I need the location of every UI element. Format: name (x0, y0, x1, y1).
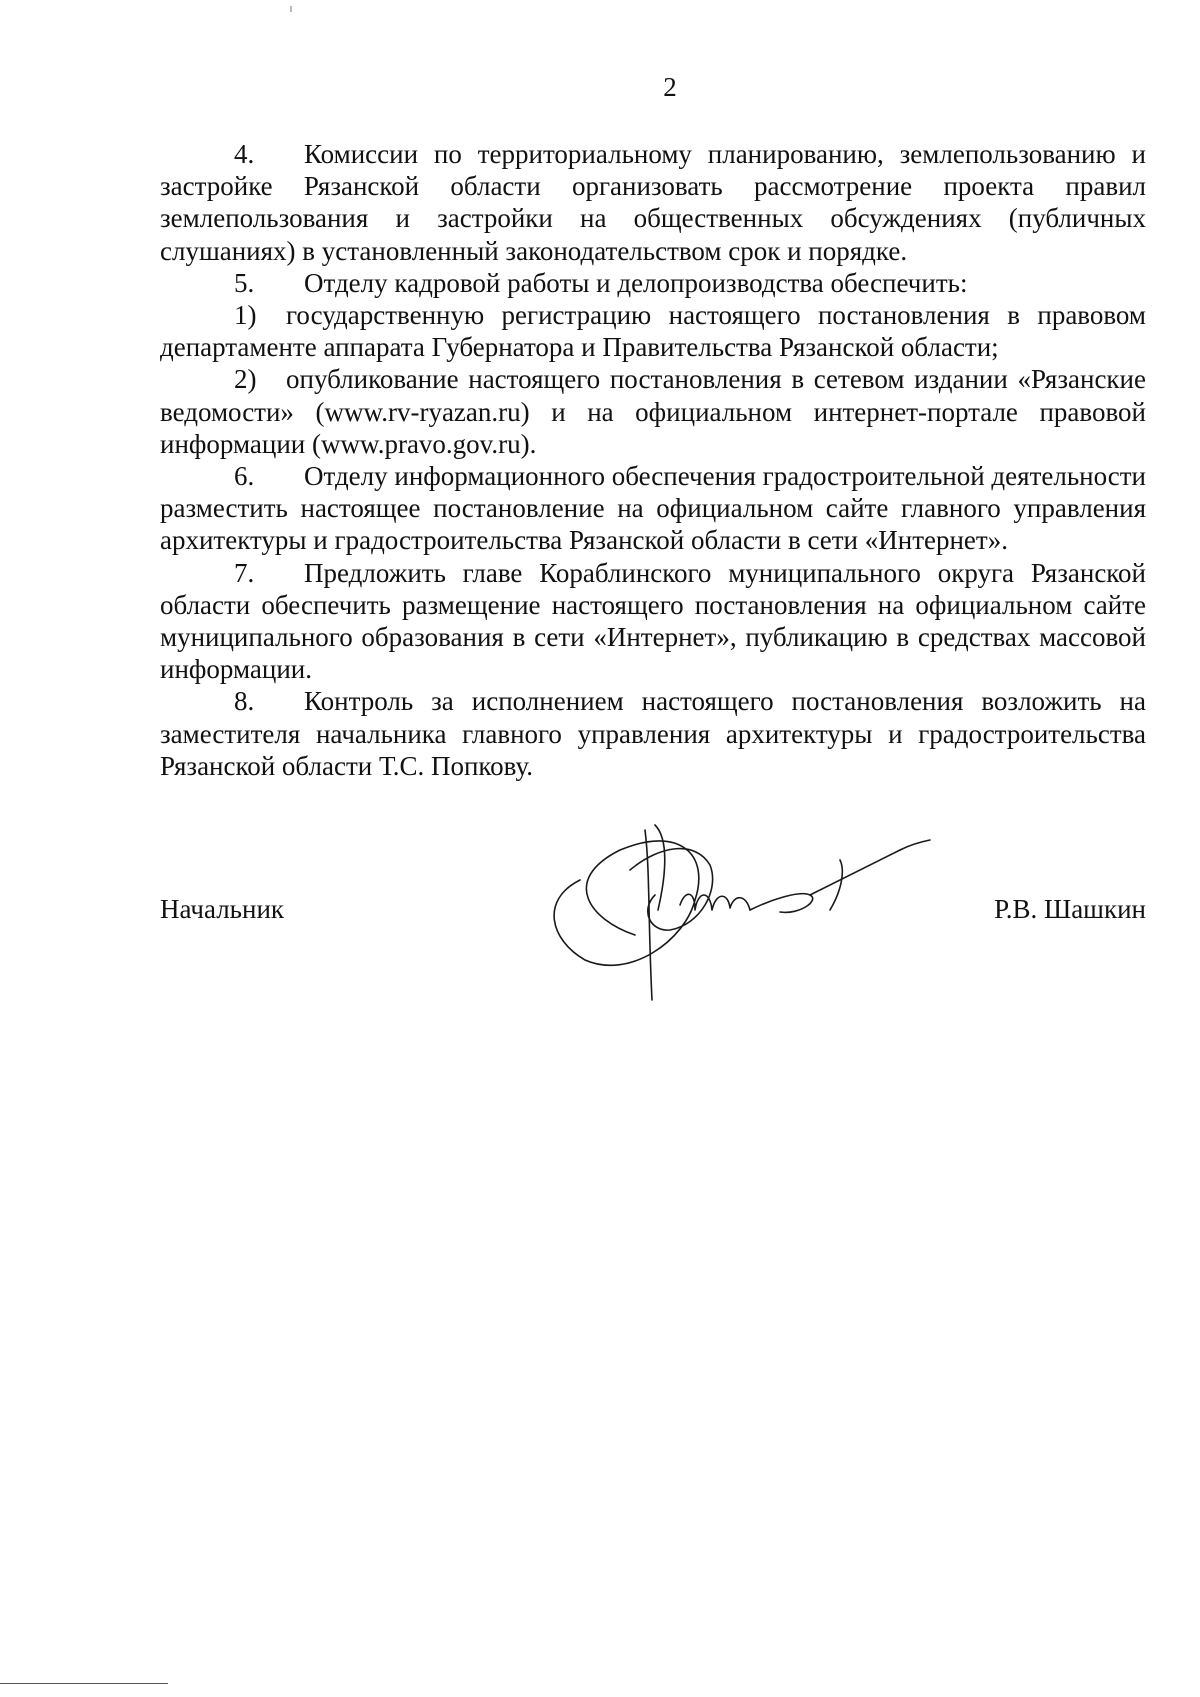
paragraph-text: Отделу информационного обеспечения градостроительной деятельности разместить настоящее постановление на официальном сайте главного управления архитектуры и градостроительства Рязанской области в сети «Интернет». (160, 461, 1146, 556)
paragraph-number: 7. (234, 557, 255, 588)
signatory-title: Начальник (160, 894, 285, 924)
paragraph-text: Отделу кадровой работы и делопроизводства обеспечить: (304, 267, 968, 298)
paragraph-text: Контроль за исполнением настоящего постановления возложить на заместителя начальника главного управления архитектуры и градостроительства Рязанской области Т.С. Попкову. (160, 686, 1146, 781)
paragraph-item-7 (160, 557, 1146, 686)
paragraph-number: 8. (234, 686, 255, 717)
paragraph-number: 2) (234, 364, 257, 395)
footer-divider (0, 1683, 168, 1684)
paragraph-number: 4. (234, 139, 255, 169)
subparagraph-item-1 (160, 299, 1146, 363)
paragraph-number: 6. (234, 461, 255, 492)
paragraph-item-4 (160, 138, 1146, 267)
paragraph-text: опубликование настоящего постановления в сетевом издании «Рязанские ведомости» (www.rv-ryazan.ru) и на официальном интернет-портале правовой информации (www.pravo.gov.ru). (160, 364, 1146, 459)
paragraph-number: 1) (234, 300, 257, 331)
scan-artifact (290, 6, 292, 12)
paragraph-text: Предложить главе Кораблинского муниципального округа Рязанской области обеспечить размещение настоящего постановления на официальном сайте муниципального образования в сети «Интернет», публикацию в средствах массовой информации. (160, 557, 1146, 685)
signatory-name: Р.В. Шашкин (994, 894, 1146, 924)
handwritten-signature (480, 810, 940, 1010)
paragraph-text: Комиссии по территориальному планированию, землепользованию и застройке Рязанской области организовать рассмотрение проекта правил землепользования и застройки на общественных обсуждениях (публичных слушаниях) в установленный законодательством срок и порядке. (160, 139, 1146, 266)
page-number: 2 (663, 72, 677, 102)
paragraph-item-5 (160, 267, 1146, 299)
paragraph-number: 5. (234, 267, 255, 298)
paragraph-text: государственную регистрацию настоящего постановления в правовом департаменте аппарата Губернатора и Правительства Рязанской области; (160, 300, 1146, 363)
paragraph-item-6 (160, 460, 1146, 557)
document-body (160, 138, 1146, 782)
paragraph-item-8 (160, 685, 1146, 782)
subparagraph-item-2 (160, 363, 1146, 460)
